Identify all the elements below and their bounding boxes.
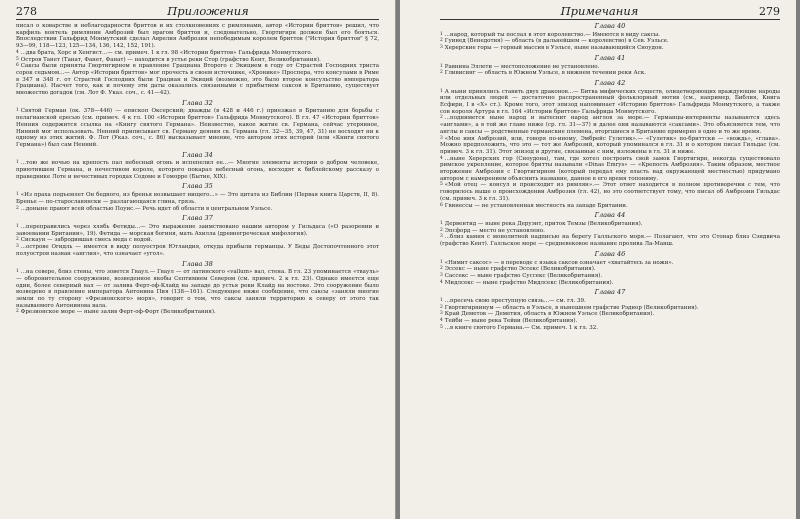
note-text: Гуинед (Венедотия) — область (в дальнейшем — королевство) в Сев. Уэльсе.: [444, 38, 669, 45]
note-text: Гвортигирнинум — область в Уэльсе, в нынешнем графстве Рэднор (Великобритания).: [444, 304, 699, 311]
note-entry: [440, 156, 780, 183]
note-text: Эссекс — ныне графство Эссекс (Великобритания).: [444, 266, 596, 273]
note-number: 6: [16, 63, 19, 69]
note-number: 1: [440, 63, 443, 69]
note-text: Гвинессы — не установленная местность на западе Британии.: [444, 202, 628, 209]
page-number: 279: [759, 5, 780, 18]
note-text: ...народ, который ты послал в этот королевство.— Имеются в виду саксы.: [444, 31, 660, 38]
note-entry: [440, 89, 780, 116]
note-text: Гливисинг — область в Южном Уэльсе, в нижнем течении реки Аск.: [444, 70, 646, 77]
note-text: ...два брата, Хорс и Хенгист...— см. примеч. 1 к гл. 98 «Истории бриттов» Гальфрида Монмутского.: [20, 49, 313, 56]
note-number: 2: [440, 70, 443, 76]
note-number: 1: [16, 160, 19, 166]
note-text: Святой Герман (ок. 378—446) — епископ Оксерский; дважды (в 428 и 446 г.) приезжал в Британию для борьбы с пелагианской ересью (см. примеч. 4 к гл. 100 «Истории бриттов» Гальфрида Монмутского). В гл. 47 «Истории бриттов» Ненния содержится ссылка на «Книгу святого Германа». Неизвестно, какое житие св. Германа, сейчас утерянное, Нинний мог использовать. Ненний приписывает св. Герману деяния св. Германа (гл. 32—35, 39, 47, 31) не восходят ни к одному из этих житий. Ф. Лот (Указ. соч., с. 86) высказывает мнение, что автором этих историй (или «Книги святого Германа») был сам Ненний.: [16, 108, 379, 148]
note-number: 3: [440, 272, 443, 278]
note-number: 4: [16, 49, 19, 55]
note-number: 1: [16, 269, 19, 275]
note-entry: [16, 63, 379, 97]
note-text: Херерские горы — горный массив в Уэльсе, ныне называющийся Сноудон.: [444, 45, 664, 52]
note-entry: [16, 160, 379, 180]
note-number: 2: [440, 115, 443, 121]
note-text: А ныни принялись ставить двух драконов...— Битва мифических существ, олицетворяющих враждующие народы или отдельных людей — достаточно распространенный фольклорный мотив (см., например, Библия, Книга Есфири, I в «Х» ст.). Кроме того, этот эпизод напоминает «Историю бриттов» Гальфрида Монмутского, а также сон короля Артура в гл. 164 «Истории бриттов» Гальфрида Монмутского.: [440, 88, 780, 115]
chapter-heading: Глава 42: [594, 78, 626, 87]
note-entry: [440, 38, 780, 45]
note-entry: [440, 182, 780, 202]
note-entry: [440, 115, 780, 135]
note-entry: [16, 206, 379, 213]
note-number: 3: [440, 45, 443, 51]
note-number: 1: [16, 192, 19, 198]
note-entry: [440, 266, 780, 273]
note-entry: [440, 298, 780, 305]
note-number: 4: [440, 155, 443, 161]
chapter-heading: Глава 38: [182, 259, 213, 268]
note-number: 2: [16, 205, 19, 211]
note-number: 1: [440, 31, 443, 37]
note-entry: [16, 23, 379, 50]
note-text: «Нимит саксос» — в переводе с языка саксов означает «хватайтесь за ножи».: [444, 259, 674, 266]
note-entry: [16, 244, 379, 257]
note-entry: [440, 136, 780, 156]
note-entry: [440, 234, 780, 247]
note-entry: [440, 221, 780, 228]
note-number: 3: [16, 244, 19, 250]
chapter-heading: Глава 37: [182, 214, 213, 223]
note-text: Остров Танет (Танат, Фанет, Фанат) — находится в устье реки Стор (графство Кент, Великобритания).: [20, 56, 321, 63]
note-number: 6: [440, 202, 443, 208]
note-number: 5: [16, 56, 19, 62]
note-text: ...ныне Херерских гор (Сноудона), там, где хотел построить свой замок Гвортигирн, некогда существовало римское укрепление, которое бритты называли «Dinas Emrys» — «Крепость Амброзия». Таким образом, местное вторжение Амброзия с Гвортигирном (который передал ему власть над окружающей местностью) придумано автором с намерением объяснить название, данное в его время топониму.: [440, 155, 780, 182]
note-text: Сискаун — забродившая смесь меда с водой.: [20, 237, 153, 244]
notes-content: [440, 23, 780, 332]
chapter-heading: Глава 35: [182, 182, 213, 191]
note-number: 5: [440, 324, 443, 330]
note-number: 2: [440, 227, 443, 233]
note-entry: [16, 108, 379, 148]
note-entry: [16, 224, 379, 237]
header-rule: [440, 19, 780, 20]
note-text: Эпсфорд — место не установлено.: [444, 227, 545, 234]
chapter-heading: Глава 44: [594, 211, 626, 220]
note-text: ...острове Огидль — имеется в виду полуостров Ютландия, откуда прибыли германцы. У Беды Достопочтенного этот полуостров назван «англия», что означает «угол».: [16, 244, 379, 257]
note-text: ...в книге святого Германа.— См. примеч. 1 к гл. 32.: [444, 324, 598, 331]
note-number: 1: [440, 298, 443, 304]
note-entry: [16, 309, 379, 316]
note-text: ...на севере, близ стены, что зовется Гваул.— Гваул — от латинского «vallum» вал, стена. В гл. 23 упоминается «твауль» — оборонительное сооружение, возведенное якобы Септимием Севером (см. примеч. 2 к гл. 23). Однако имеется еще один, более северный вал — от залива Ферт-оф-Клайд на западе до устья реки Клайд на востоке. Это сооружение было возведено в правление императора Антонина Пия (138—161). Следующее ниже сообщение, что саксы «заняли многие земли по ту сторону «Фрезионского» моря», говорит о том, что саксы заняли территорию к северу от этого так называемого Антонинова вала.: [16, 269, 379, 309]
note-text: ...пресечь свою преступную связь...— см. гл. 39.: [444, 298, 586, 305]
note-text: Край Деметов — Деметия, область в Южном Уэльсе (Великобритания).: [444, 311, 655, 318]
note-text: Мидлсекс — ныне графство Мидлсекс (Великобритания).: [444, 279, 614, 286]
notes-content: [16, 23, 379, 316]
note-number: 2: [16, 309, 19, 315]
note-text: Сассекс — ныне графство Суссекс (Великобритания).: [444, 272, 603, 279]
note-number: 1: [440, 220, 443, 226]
right-page: [400, 0, 796, 519]
note-entry: [440, 280, 780, 287]
chapter-heading: Глава 34: [182, 150, 213, 159]
note-text: ...доныне правят всей областью Поуис.— Речь идет об области в центральном Уэльсе.: [20, 205, 273, 212]
header-rule: [16, 19, 379, 20]
note-text: «Мое имя Амброзий, или, говоря по-иному, Эмбрейс Гулетик».— «Гулетик» по-бриттски — «вождь», «глава». Можно предположить, что это — тот же Амброзий, который упоминался в гл. 31 и о котором писал Гильдас (см. примеч. 3 к гл. 31). Этот эпизод и другие, связанные с ним, изложены в гл. 31 и ниже.: [440, 135, 780, 155]
note-text: ...переправились через хлябь Фетиды...— Это выражение заимствовано нашим автором у Гильдаса («О разорении и завоевании Британии», 19). Фетида — морская богиня, мать Ахилла (древнегреческая мифология).: [16, 223, 379, 237]
note-entry: [440, 203, 780, 210]
note-number: 1: [440, 88, 443, 94]
running-title: Примечания: [560, 4, 639, 18]
note-text: ...близ камня с монолитной надписью на берегу Галльского моря.— Полагают, что это Стонар близ Сэндвича (графство Кент). Галльское море — средневековое название пролива Ла-Манш.: [440, 234, 780, 248]
chapter-heading: Глава 46: [594, 249, 626, 258]
note-number: 1: [16, 108, 19, 114]
note-number: 3: [440, 135, 443, 141]
note-number: 2: [440, 266, 443, 272]
note-entry: [440, 45, 780, 52]
note-entry: [440, 273, 780, 280]
note-entry: [16, 50, 379, 57]
note-number: 2: [16, 237, 19, 243]
chapter-heading: Глава 40: [594, 22, 626, 30]
note-text: Дервентид — ныне река Деруэнт, приток Темзы (Великобритания).: [444, 220, 643, 227]
note-number: 3: [440, 234, 443, 240]
note-number: 2: [440, 38, 443, 44]
chapter-heading: Глава 32: [182, 98, 213, 107]
left-page: [0, 0, 396, 519]
note-text: ...тою же ночью на крепость пал небесный огонь и испепелил ее...— Многие элементы истории о добром человеке, приютившем Германа, и нечестивом короле, которого покарал небесный огонь, восходят к библейскому рассказу о праведнике Лоте и нечестивых городах Содоме и Гоморре (Бытие, XIX).: [16, 160, 379, 180]
note-text: «Мой отец — консул и происходит из римлян».— Этот ответ находится в полном противоречии с тем, что говорилось выше о происхождении Амброзия (гл. 42), но это соответствует тому, что писал об Амброзии Гильдас (см. примеч. 3 к гл. 31).: [440, 182, 780, 202]
page-number: 278: [16, 5, 37, 18]
note-number: 1: [16, 223, 19, 229]
note-entry: [440, 70, 780, 77]
note-entry: [16, 269, 379, 309]
note-number: 3: [440, 311, 443, 317]
note-text: «Из праха подъемлет Он бедного, из бренья возвышает нищего...» — Это цитата из Библии (Первая книга Царств, II, 8). Бренье — по-старославянски — разлагающаяся глина, грязь.: [16, 192, 379, 205]
running-title: Приложения: [167, 4, 249, 18]
note-text: Тейби — ныне река Тейви (Великобритания).: [444, 318, 578, 325]
note-number: 4: [440, 279, 443, 285]
note-text: Равнина Эллети — местоположение не установлено.: [444, 63, 600, 70]
note-text: Фрезионское море — ныне залив Ферт-оф-Форт (Великобритания).: [20, 309, 216, 316]
page-header: [440, 4, 780, 18]
note-text: писал о коварстве и неблагодарности бриттов и их столкновениях с римлянами, автор «Истории бриттов» решил, что карфиль вонтель римлянин Амброзий был врагом бриттов и, следовательно, Гвортигирн должен был его бояться. Впоследствии Гальфрид Монмутский сделал Аврелия Амброзия непобедимым королем бриттов ("История бриттов" § 72, 93—99, 118—123, 125—134, 136, 142, 152, 191).: [16, 23, 379, 50]
note-entry: [440, 318, 780, 325]
note-number: 1: [440, 259, 443, 265]
note-number: 2: [440, 304, 443, 310]
note-entry: [440, 325, 780, 332]
note-text: ...поднимется ныне народ и вытеснит народ англов за море.— Германцы-интервенты называются здесь «англами», а в той же главе ниже (ср. гл. 31—37) и далее они называются «саксами». Это объясняется тем, что англы и саксы — родственные германские племена, вторгшиеся в Британию примерно в одно и то же время.: [440, 115, 780, 135]
note-text: Саксы были приняты Гвортигирном в правление Грациана Второго с Экицием в году от Страстей Господних триста сорок седьмом...— Автор «Истории бриттов» мог прочесть в своем источнике, «Хронике» Проспера, что консулами в Риме в 347 и 348 г. от Страстей Господних были Грациан и Экиций (возможно, это было второе консульство императора Грациана). Насчет того, как и почему эти даты оказались связанными с прибытием саксов в Британию, существует множество догадок (см. Лот Ф. Указ. соч., с. 41—42).: [16, 63, 379, 97]
page-header: [16, 4, 379, 18]
note-number: 4: [440, 318, 443, 324]
chapter-heading: Глава 41: [594, 53, 626, 62]
chapter-heading: Глава 47: [594, 288, 626, 297]
note-number: 5: [440, 182, 443, 188]
note-entry: [16, 192, 379, 205]
